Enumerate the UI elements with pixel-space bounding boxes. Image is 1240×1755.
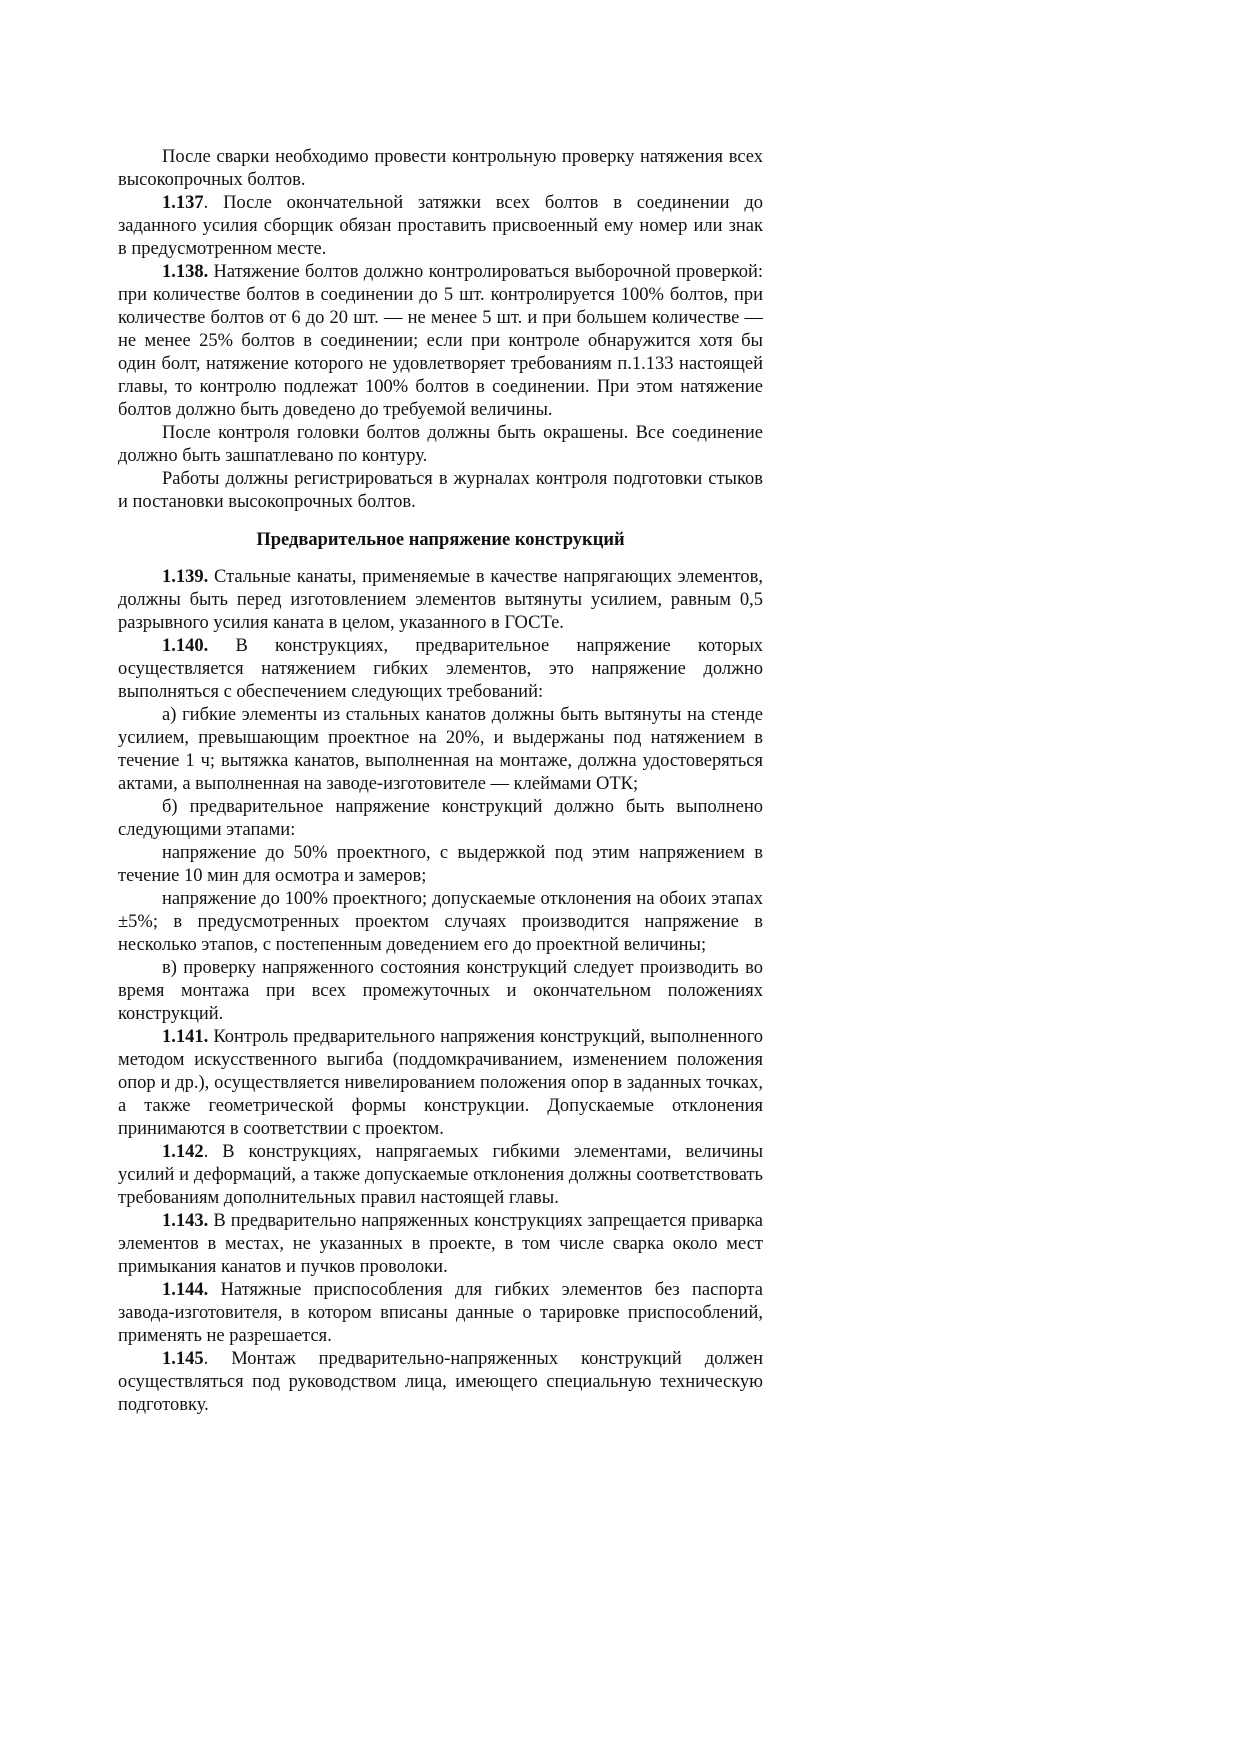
paragraph-text: Натяжение болтов должно контролироваться выборочной проверкой: при количестве болтов в соединении до 5 шт. контролируется 100% болтов, при количестве болтов от 6 до 20 шт. — не менее 5 шт. и при большем количестве — не менее 25% болтов в соединении; если при контроле обнаружится хотя бы один болт, натяжение которого не удовлетворяет требованиям п.1.133 настоящей главы, то контролю подлежат 100% болтов в соединении. При этом натяжение болтов должно быть доведено до требуемой величины. (118, 262, 763, 420)
clause-number: 1.139. (162, 567, 209, 587)
document-page (118, 146, 763, 1417)
clause-number: 1.145 (162, 1349, 204, 1369)
paragraph (118, 635, 763, 704)
section-heading: Предварительное напряжение конструкций (256, 530, 625, 550)
paragraph-text: Натяжные приспособления для гибких элементов без паспорта завода-изготовителя, в котором вписаны данные о тарировке приспособлений, применять не разрешается. (118, 1280, 764, 1346)
clause-separator (208, 1280, 220, 1300)
paragraph (118, 261, 763, 422)
paragraph (118, 888, 763, 957)
paragraph-text: После контроля головки болтов должны быть окрашены. Все соединение должно быть зашпатлевано по контуру. (118, 423, 763, 466)
paragraph-text: напряжение до 50% проектного, с выдержкой под этим напряжением в течение 10 мин для осмотра и замеров; (118, 843, 763, 886)
paragraph (118, 146, 763, 192)
paragraph (118, 796, 763, 842)
paragraph (118, 704, 763, 796)
clause-separator: . (203, 1142, 223, 1162)
paragraph-text: Контроль предварительного напряжения конструкций, выполненного методом искусственного выгиба (поддомкрачиванием, изменением положения опор и др.), осуществляется нивелированием положения опор в заданных точках, а также геометрической формы конструкции. Допускаемые отклонения принимаются в соответствии с проектом. (118, 1027, 764, 1139)
clause-number: 1.144. (162, 1280, 209, 1300)
paragraph (118, 1279, 763, 1348)
paragraph-text: В конструкциях, предварительное напряжение которых осуществляется натяжением гибких элементов, это напряжение должно выполняться с обеспечением следующих требований: (118, 636, 764, 702)
paragraph (118, 566, 763, 635)
paragraph (118, 1141, 763, 1210)
clause-number: 1.143. (162, 1211, 209, 1231)
paragraph-text: в) проверку напряженного состояния конструкций следует производить во время монтажа при всех промежуточных и окончательном положениях конструкций. (118, 958, 763, 1024)
paragraph (118, 422, 763, 468)
paragraph-text: Стальные канаты, применяемые в качестве напрягающих элементов, должны быть перед изготовлением элементов вытянуты усилием, равным 0,5 разрывного усилия каната в целом, указанного в ГОСТе. (118, 567, 763, 633)
paragraph-text: Монтаж предварительно-напряженных конструкций должен осуществляться под руководством лица, имеющего специальную техническую подготовку. (118, 1349, 764, 1415)
paragraph-text: После сварки необходимо провести контрольную проверку натяжения всех высокопрочных болтов. (118, 147, 763, 190)
clause-separator: . (203, 1349, 232, 1369)
paragraph-text: В предварительно напряженных конструкциях запрещается приварка элементов в местах, не указанных в проекте, в том числе сварка около мест примыкания канатов и пучков проволоки. (118, 1211, 763, 1277)
clause-number: 1.137 (162, 193, 204, 213)
paragraph (118, 957, 763, 1026)
paragraph (118, 192, 763, 261)
paragraph (118, 842, 763, 888)
paragraph-text: После окончательной затяжки всех болтов в соединении до заданного усилия сборщик обязан проставить присвоенный ему номер или знак в предусмотренном месте. (118, 193, 764, 259)
paragraph (118, 1026, 763, 1141)
clause-number: 1.142 (162, 1142, 204, 1162)
paragraph-text: В конструкциях, напрягаемых гибкими элементами, величины усилий и деформаций, а также допускаемые отклонения должны соответствовать требованиям дополнительных правил настоящей главы. (118, 1142, 763, 1208)
paragraph (118, 1348, 763, 1417)
clause-separator: . (203, 193, 224, 213)
section-prestress (118, 566, 763, 1417)
clause-separator (208, 636, 235, 656)
paragraph-text: Работы должны регистрироваться в журналах контроля подготовки стыков и постановки высокопрочных болтов. (118, 469, 763, 512)
clause-number: 1.138. (162, 262, 209, 282)
clause-number: 1.141. (162, 1027, 209, 1047)
paragraph-text: б) предварительное напряжение конструкций должно быть выполнено следующими этапами: (118, 797, 763, 840)
paragraph-text: а) гибкие элементы из стальных канатов должны быть вытянуты на стенде усилием, превышающим проектное на 20%, и выдержаны под натяжением в течение 1 ч; вытяжка канатов, выполненная на монтаже, должна удостоверяться актами, а выполненная на заводе-изготовителе — клеймами ОТК; (118, 705, 763, 794)
paragraph (118, 1210, 763, 1279)
section-bolt-control (118, 146, 763, 514)
paragraph (118, 468, 763, 514)
paragraph-text: напряжение до 100% проектного; допускаемые отклонения на обоих этапах ±5%; в предусмотренных проектом случаях производится напряжение в несколько этапов, с постепенным доведением его до проектной величины; (118, 889, 763, 955)
clause-number: 1.140. (162, 636, 209, 656)
